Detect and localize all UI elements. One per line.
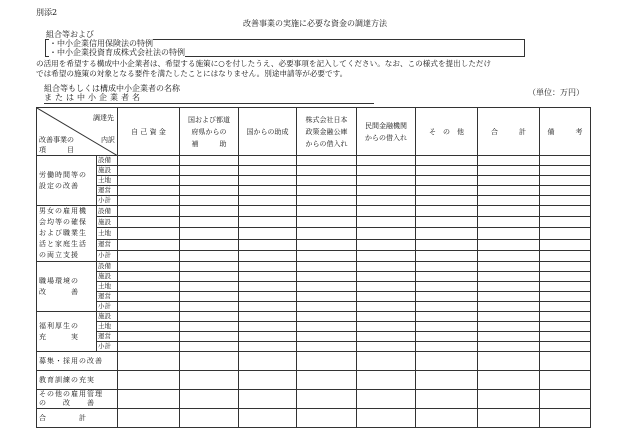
amount-cell[interactable] <box>478 176 540 186</box>
amount-cell[interactable] <box>118 262 180 272</box>
amount-cell[interactable] <box>416 292 478 302</box>
corner-bottom-label-2: 項 目 <box>39 146 74 154</box>
annex-label: 別添2 <box>36 8 58 17</box>
amount-cell[interactable] <box>180 196 239 206</box>
breakdown-label: 運営 <box>97 186 118 196</box>
amount-cell[interactable] <box>478 186 540 196</box>
amount-cell[interactable] <box>540 390 591 409</box>
amount-cell[interactable] <box>416 239 478 250</box>
amount-cell[interactable] <box>118 217 180 228</box>
amount-cell[interactable] <box>478 332 540 342</box>
amount-cell[interactable] <box>180 228 239 239</box>
amount-cell[interactable] <box>540 272 591 282</box>
item-label <box>37 262 97 312</box>
table-row <box>37 282 591 292</box>
breakdown-label: 小計 <box>97 302 118 312</box>
amount-cell[interactable] <box>478 322 540 332</box>
amount-cell[interactable] <box>118 176 180 186</box>
amount-cell[interactable] <box>297 272 357 282</box>
table-row <box>37 176 591 186</box>
breakdown-label: 設備 <box>97 156 118 166</box>
amount-cell[interactable] <box>416 156 478 166</box>
header-row <box>37 108 591 156</box>
amount-cell[interactable] <box>297 166 357 176</box>
table-row <box>37 352 591 371</box>
amount-cell[interactable] <box>180 352 239 371</box>
amount-cell[interactable] <box>357 342 416 352</box>
amount-cell[interactable] <box>297 292 357 302</box>
amount-cell[interactable] <box>118 156 180 166</box>
amount-cell[interactable] <box>180 282 239 292</box>
amount-cell[interactable] <box>478 342 540 352</box>
amount-cell[interactable] <box>297 332 357 342</box>
amount-cell[interactable] <box>540 409 591 428</box>
amount-cell[interactable] <box>239 292 297 302</box>
table-row <box>37 196 591 206</box>
amount-cell[interactable] <box>239 282 297 292</box>
item-label-line: 福利厚生の <box>39 321 79 330</box>
column-header-line: 株式会社日本 <box>305 115 348 124</box>
table-row <box>37 409 591 428</box>
amount-cell[interactable] <box>540 156 591 166</box>
amount-cell[interactable] <box>478 228 540 239</box>
amount-cell[interactable] <box>540 250 591 261</box>
amount-cell[interactable] <box>478 272 540 282</box>
amount-cell[interactable] <box>416 352 478 371</box>
item-label-line: の両立支援 <box>39 251 79 259</box>
column-header <box>297 108 357 156</box>
amount-cell[interactable] <box>357 322 416 332</box>
amount-cell[interactable] <box>239 176 297 186</box>
amount-cell[interactable] <box>416 371 478 390</box>
column-header-line: 合 計 <box>491 127 526 136</box>
item-label <box>37 371 118 390</box>
amount-cell[interactable] <box>540 186 591 196</box>
amount-cell[interactable] <box>180 250 239 261</box>
amount-cell[interactable] <box>180 312 239 322</box>
amount-cell[interactable] <box>357 332 416 342</box>
amount-cell[interactable] <box>239 166 297 176</box>
amount-cell[interactable] <box>118 342 180 352</box>
amount-cell[interactable] <box>180 186 239 196</box>
breakdown-label: 施設 <box>97 312 118 322</box>
corner-mid-label: 内訳 <box>101 136 115 144</box>
amount-cell[interactable] <box>180 239 239 250</box>
amount-cell[interactable] <box>416 196 478 206</box>
column-header <box>239 108 297 156</box>
amount-cell[interactable] <box>416 228 478 239</box>
item-label-line: 会均等の確保 <box>39 218 87 226</box>
breakdown-label: 設備 <box>97 206 118 217</box>
item-label-line: の 改 善 <box>39 399 95 407</box>
amount-cell[interactable] <box>357 228 416 239</box>
amount-cell[interactable] <box>239 228 297 239</box>
table-row <box>37 390 591 409</box>
corner-top-label: 調達先 <box>93 114 114 122</box>
amount-cell[interactable] <box>540 292 591 302</box>
table-row <box>37 206 591 217</box>
amount-cell[interactable] <box>416 312 478 322</box>
amount-cell[interactable] <box>540 262 591 272</box>
amount-cell[interactable] <box>239 196 297 206</box>
column-header-line: 政策金融公庫 <box>305 127 348 136</box>
amount-cell[interactable] <box>416 186 478 196</box>
amount-cell[interactable] <box>239 262 297 272</box>
amount-cell[interactable] <box>118 322 180 332</box>
breakdown-label: 土地 <box>97 176 118 186</box>
law-option-1: ・中小企業信用保険法の特例 <box>49 39 153 48</box>
amount-cell[interactable] <box>478 250 540 261</box>
breakdown-label: 施設 <box>97 166 118 176</box>
amount-cell[interactable] <box>357 371 416 390</box>
amount-cell[interactable] <box>357 166 416 176</box>
column-header-line: そ の 他 <box>429 127 464 136</box>
table-row <box>37 302 591 312</box>
amount-cell[interactable] <box>416 206 478 217</box>
page-title: 改善事業の実施に必要な資金の調達方法 <box>243 19 387 28</box>
amount-cell[interactable] <box>297 176 357 186</box>
funding-table <box>36 107 591 428</box>
breakdown-label: 設備 <box>97 262 118 272</box>
amount-cell[interactable] <box>180 322 239 332</box>
amount-cell[interactable] <box>297 352 357 371</box>
column-header-line: 国および都道 <box>188 115 230 124</box>
table-row <box>37 217 591 228</box>
law-option-2: ・中小企業投資育成株式会社法の特例 <box>49 48 185 57</box>
item-label-line: 労働時間等の <box>39 170 87 179</box>
amount-cell[interactable] <box>357 312 416 322</box>
amount-cell[interactable] <box>416 332 478 342</box>
table-row <box>37 292 591 302</box>
amount-cell[interactable] <box>118 250 180 261</box>
amount-cell[interactable] <box>180 272 239 282</box>
amount-cell[interactable] <box>239 250 297 261</box>
amount-cell[interactable] <box>478 166 540 176</box>
amount-cell[interactable] <box>180 302 239 312</box>
column-header-line: 備 考 <box>547 127 583 136</box>
amount-cell[interactable] <box>540 332 591 342</box>
amount-cell[interactable] <box>416 282 478 292</box>
breakdown-label: 土地 <box>97 228 118 239</box>
amount-cell[interactable] <box>297 312 357 322</box>
amount-cell[interactable] <box>239 371 297 390</box>
table-row <box>37 166 591 176</box>
name-underline <box>44 103 374 104</box>
amount-cell[interactable] <box>297 206 357 217</box>
amount-cell[interactable] <box>357 196 416 206</box>
amount-cell[interactable] <box>118 272 180 282</box>
item-label <box>37 390 118 409</box>
column-header-line: 民間金融機関 <box>365 121 407 130</box>
amount-cell[interactable] <box>118 206 180 217</box>
amount-cell[interactable] <box>180 206 239 217</box>
amount-cell[interactable] <box>357 390 416 409</box>
amount-cell[interactable] <box>180 409 239 428</box>
item-label-line: 充 実 <box>39 332 79 341</box>
amount-cell[interactable] <box>416 272 478 282</box>
table-row <box>37 322 591 332</box>
amount-cell[interactable] <box>478 239 540 250</box>
amount-cell[interactable] <box>478 292 540 302</box>
column-header <box>478 108 540 156</box>
table-row <box>37 371 591 390</box>
column-header-line: 府県からの <box>191 127 227 136</box>
column-header-line: からの借入れ <box>365 133 407 142</box>
amount-cell[interactable] <box>540 239 591 250</box>
item-label-line: 男女の雇用機 <box>39 207 87 215</box>
amount-cell[interactable] <box>357 292 416 302</box>
amount-cell[interactable] <box>118 332 180 342</box>
amount-cell[interactable] <box>540 176 591 186</box>
item-label <box>37 156 97 206</box>
amount-cell[interactable] <box>357 302 416 312</box>
amount-cell[interactable] <box>239 390 297 409</box>
amount-cell[interactable] <box>297 196 357 206</box>
item-label <box>37 352 118 371</box>
item-label-line: その他の雇用管理 <box>39 390 103 398</box>
item-label <box>37 312 97 352</box>
amount-cell[interactable] <box>118 409 180 428</box>
column-header <box>180 108 239 156</box>
amount-cell[interactable] <box>118 239 180 250</box>
amount-cell[interactable] <box>297 371 357 390</box>
breakdown-label: 小計 <box>97 250 118 261</box>
amount-cell[interactable] <box>357 156 416 166</box>
amount-cell[interactable] <box>239 352 297 371</box>
item-label-line: 設定の改善 <box>39 181 79 190</box>
item-label-line: 合 計 <box>39 413 87 422</box>
amount-cell[interactable] <box>540 282 591 292</box>
column-header <box>118 108 180 156</box>
amount-cell[interactable] <box>180 371 239 390</box>
amount-cell[interactable] <box>118 390 180 409</box>
amount-cell[interactable] <box>297 228 357 239</box>
amount-cell[interactable] <box>478 390 540 409</box>
amount-cell[interactable] <box>478 206 540 217</box>
table-row <box>37 262 591 272</box>
item-label-line: 活と家庭生活 <box>39 240 87 248</box>
amount-cell[interactable] <box>540 206 591 217</box>
amount-cell[interactable] <box>357 217 416 228</box>
amount-cell[interactable] <box>416 342 478 352</box>
amount-cell[interactable] <box>478 352 540 371</box>
breakdown-label: 運営 <box>97 239 118 250</box>
table-row <box>37 312 591 322</box>
amount-cell[interactable] <box>118 371 180 390</box>
amount-cell[interactable] <box>297 302 357 312</box>
amount-cell[interactable] <box>357 352 416 371</box>
amount-cell[interactable] <box>478 302 540 312</box>
amount-cell[interactable] <box>357 239 416 250</box>
amount-cell[interactable] <box>540 312 591 322</box>
amount-cell[interactable] <box>540 302 591 312</box>
amount-cell[interactable] <box>180 156 239 166</box>
amount-cell[interactable] <box>357 282 416 292</box>
amount-cell[interactable] <box>540 166 591 176</box>
table-row <box>37 272 591 282</box>
amount-cell[interactable] <box>416 176 478 186</box>
amount-cell[interactable] <box>357 262 416 272</box>
amount-cell[interactable] <box>239 156 297 166</box>
amount-cell[interactable] <box>118 302 180 312</box>
amount-cell[interactable] <box>180 217 239 228</box>
amount-cell[interactable] <box>180 342 239 352</box>
amount-cell[interactable] <box>180 176 239 186</box>
amount-cell[interactable] <box>239 272 297 282</box>
amount-cell[interactable] <box>180 390 239 409</box>
amount-cell[interactable] <box>478 217 540 228</box>
amount-cell[interactable] <box>357 250 416 261</box>
amount-cell[interactable] <box>239 239 297 250</box>
amount-cell[interactable] <box>297 342 357 352</box>
amount-cell[interactable] <box>540 196 591 206</box>
instruction-line-2: では希望の施策の対象となる要件を満たしたことにはなりません。別途申請等が必要です。 <box>36 69 348 78</box>
item-label-line: 教育訓練の充実 <box>39 375 95 384</box>
item-label-line: 改 善 <box>39 287 79 296</box>
amount-cell[interactable] <box>540 371 591 390</box>
corner-cell <box>37 108 118 156</box>
item-label <box>37 409 118 428</box>
amount-cell[interactable] <box>297 262 357 272</box>
amount-cell[interactable] <box>416 250 478 261</box>
breakdown-label: 施設 <box>97 272 118 282</box>
item-label <box>37 206 97 262</box>
column-header-line: からの借入れ <box>305 139 348 148</box>
table-row <box>37 250 591 261</box>
amount-cell[interactable] <box>297 409 357 428</box>
column-header <box>540 108 591 156</box>
column-header-line: 国からの助成 <box>246 127 289 136</box>
item-label-line: 職場環境の <box>39 276 79 285</box>
amount-cell[interactable] <box>239 217 297 228</box>
amount-cell[interactable] <box>478 282 540 292</box>
breakdown-label: 運営 <box>97 292 118 302</box>
amount-cell[interactable] <box>297 250 357 261</box>
amount-cell[interactable] <box>416 302 478 312</box>
item-label-line: 募集・採用の改善 <box>39 356 103 365</box>
unit-note: （単位：万円） <box>528 88 584 97</box>
amount-cell[interactable] <box>357 176 416 186</box>
amount-cell[interactable] <box>540 217 591 228</box>
amount-cell[interactable] <box>357 206 416 217</box>
amount-cell[interactable] <box>357 186 416 196</box>
name-label-2: または中小企業者名 <box>44 93 143 102</box>
breakdown-label: 土地 <box>97 282 118 292</box>
column-header-line: 補 助 <box>191 139 227 148</box>
breakdown-label: 土地 <box>97 322 118 332</box>
column-header <box>357 108 416 156</box>
amount-cell[interactable] <box>478 371 540 390</box>
table-row <box>37 228 591 239</box>
amount-cell[interactable] <box>478 312 540 322</box>
amount-cell[interactable] <box>540 228 591 239</box>
column-header <box>416 108 478 156</box>
amount-cell[interactable] <box>357 272 416 282</box>
amount-cell[interactable] <box>297 282 357 292</box>
amount-cell[interactable] <box>239 332 297 342</box>
amount-cell[interactable] <box>239 206 297 217</box>
item-label-line: および職業生 <box>39 229 87 237</box>
amount-cell[interactable] <box>118 282 180 292</box>
amount-cell[interactable] <box>297 390 357 409</box>
amount-cell[interactable] <box>478 156 540 166</box>
amount-cell[interactable] <box>416 166 478 176</box>
amount-cell[interactable] <box>297 156 357 166</box>
amount-cell[interactable] <box>239 312 297 322</box>
amount-cell[interactable] <box>297 239 357 250</box>
amount-cell[interactable] <box>239 322 297 332</box>
amount-cell[interactable] <box>118 166 180 176</box>
breakdown-label: 小計 <box>97 196 118 206</box>
amount-cell[interactable] <box>239 409 297 428</box>
amount-cell[interactable] <box>540 322 591 332</box>
amount-cell[interactable] <box>118 292 180 302</box>
column-header-line: 自 己 資 金 <box>131 127 166 136</box>
amount-cell[interactable] <box>180 292 239 302</box>
amount-cell[interactable] <box>478 196 540 206</box>
amount-cell[interactable] <box>118 228 180 239</box>
amount-cell[interactable] <box>416 262 478 272</box>
intro-heading: 組合等および <box>46 30 94 39</box>
amount-cell[interactable] <box>297 217 357 228</box>
amount-cell[interactable] <box>416 322 478 332</box>
table-row <box>37 239 591 250</box>
amount-cell[interactable] <box>416 390 478 409</box>
breakdown-label: 運営 <box>97 332 118 342</box>
table-row <box>37 156 591 166</box>
amount-cell[interactable] <box>239 186 297 196</box>
amount-cell[interactable] <box>478 409 540 428</box>
table-row <box>37 342 591 352</box>
corner-bottom-label-1: 改善事業の <box>39 136 74 144</box>
table-row <box>37 332 591 342</box>
breakdown-label: 施設 <box>97 217 118 228</box>
amount-cell[interactable] <box>118 196 180 206</box>
amount-cell[interactable] <box>180 262 239 272</box>
amount-cell[interactable] <box>357 409 416 428</box>
amount-cell[interactable] <box>297 186 357 196</box>
name-label-1: 組合等もしくは構成中小企業者の名称 <box>44 84 180 93</box>
amount-cell[interactable] <box>118 312 180 322</box>
amount-cell[interactable] <box>239 302 297 312</box>
amount-cell[interactable] <box>118 186 180 196</box>
amount-cell[interactable] <box>180 166 239 176</box>
breakdown-label: 小計 <box>97 342 118 352</box>
instruction-line-1: の活用を希望する構成中小企業者は、希望する施策に○を付したうえ、必要事項を記入してください。なお、この様式を提出しただけ <box>36 59 492 68</box>
amount-cell[interactable] <box>297 322 357 332</box>
amount-cell[interactable] <box>540 342 591 352</box>
amount-cell[interactable] <box>180 332 239 342</box>
amount-cell[interactable] <box>239 342 297 352</box>
amount-cell[interactable] <box>416 409 478 428</box>
amount-cell[interactable] <box>540 352 591 371</box>
amount-cell[interactable] <box>118 352 180 371</box>
amount-cell[interactable] <box>478 262 540 272</box>
table-row <box>37 186 591 196</box>
amount-cell[interactable] <box>416 217 478 228</box>
